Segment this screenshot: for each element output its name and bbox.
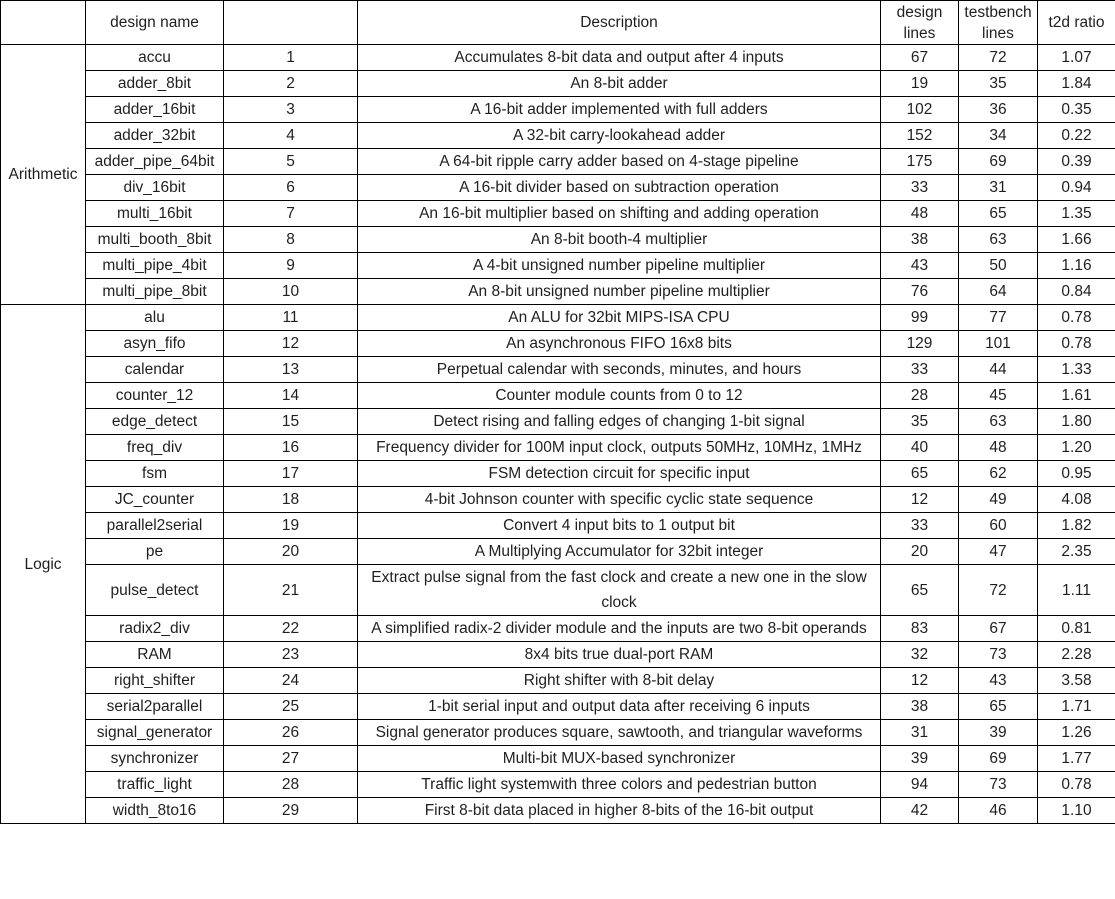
t2d-ratio-cell: 0.94: [1038, 175, 1115, 201]
design-name-cell: width_8to16: [86, 798, 224, 824]
table-row: [1, 123, 1115, 149]
design-name-cell: traffic_light: [86, 772, 224, 798]
design-lines-cell: 12: [881, 668, 959, 694]
table-row: [1, 71, 1115, 97]
table-row: [1, 45, 1115, 71]
description-cell: First 8-bit data placed in higher 8-bits of the 16-bit output: [358, 798, 881, 824]
description-cell: A 4-bit unsigned number pipeline multiplier: [358, 253, 881, 279]
description-cell: Accumulates 8-bit data and output after 4 inputs: [358, 45, 881, 71]
index-cell: 8: [224, 227, 358, 253]
index-cell: 23: [224, 642, 358, 668]
design-lines-cell: 12: [881, 487, 959, 513]
table-row: [1, 694, 1115, 720]
testbench-lines-cell: 73: [959, 642, 1038, 668]
t2d-ratio-cell: 0.35: [1038, 97, 1115, 123]
description-cell: An 8-bit unsigned number pipeline multiplier: [358, 279, 881, 305]
description-cell: 8x4 bits true dual-port RAM: [358, 642, 881, 668]
design-name-cell: fsm: [86, 461, 224, 487]
design-lines-cell: 102: [881, 97, 959, 123]
testbench-lines-cell: 35: [959, 71, 1038, 97]
design-name-cell: asyn_fifo: [86, 331, 224, 357]
design-name-cell: RAM: [86, 642, 224, 668]
index-cell: 17: [224, 461, 358, 487]
index-cell: 13: [224, 357, 358, 383]
t2d-ratio-cell: 0.78: [1038, 331, 1115, 357]
design-lines-cell: 129: [881, 331, 959, 357]
testbench-lines-cell: 47: [959, 539, 1038, 565]
index-cell: 4: [224, 123, 358, 149]
t2d-ratio-cell: 1.35: [1038, 201, 1115, 227]
design-lines-cell: 40: [881, 435, 959, 461]
table-row: [1, 668, 1115, 694]
design-name-cell: counter_12: [86, 383, 224, 409]
design-name-cell: adder_16bit: [86, 97, 224, 123]
header-design-name: design name: [86, 1, 224, 45]
description-cell: An asynchronous FIFO 16x8 bits: [358, 331, 881, 357]
description-cell: Signal generator produces square, sawtooth, and triangular waveforms: [358, 720, 881, 746]
design-name-cell: calendar: [86, 357, 224, 383]
index-cell: 26: [224, 720, 358, 746]
table-row: [1, 487, 1115, 513]
index-cell: 2: [224, 71, 358, 97]
table-row: [1, 409, 1115, 435]
table-row: [1, 201, 1115, 227]
t2d-ratio-cell: 0.78: [1038, 305, 1115, 331]
table-row: [1, 513, 1115, 539]
design-name-cell: radix2_div: [86, 616, 224, 642]
testbench-lines-cell: 45: [959, 383, 1038, 409]
testbench-lines-cell: 46: [959, 798, 1038, 824]
description-cell: Right shifter with 8-bit delay: [358, 668, 881, 694]
design-name-cell: accu: [86, 45, 224, 71]
design-name-cell: right_shifter: [86, 668, 224, 694]
testbench-lines-cell: 72: [959, 45, 1038, 71]
design-name-cell: alu: [86, 305, 224, 331]
testbench-lines-cell: 63: [959, 227, 1038, 253]
t2d-ratio-cell: 3.58: [1038, 668, 1115, 694]
t2d-ratio-cell: 1.82: [1038, 513, 1115, 539]
t2d-ratio-cell: 0.39: [1038, 149, 1115, 175]
design-lines-cell: 65: [881, 461, 959, 487]
design-lines-cell: 20: [881, 539, 959, 565]
design-lines-cell: 33: [881, 175, 959, 201]
testbench-lines-cell: 69: [959, 746, 1038, 772]
t2d-ratio-cell: 1.11: [1038, 565, 1115, 616]
t2d-ratio-cell: 0.81: [1038, 616, 1115, 642]
description-cell: A Multiplying Accumulator for 32bit integer: [358, 539, 881, 565]
header-design-lines: design lines: [881, 1, 959, 45]
t2d-ratio-cell: 2.28: [1038, 642, 1115, 668]
testbench-lines-cell: 48: [959, 435, 1038, 461]
design-lines-cell: 19: [881, 71, 959, 97]
design-lines-cell: 38: [881, 694, 959, 720]
table-row: [1, 175, 1115, 201]
category-cell: Arithmetic: [1, 45, 86, 305]
testbench-lines-cell: 49: [959, 487, 1038, 513]
description-cell: An ALU for 32bit MIPS-ISA CPU: [358, 305, 881, 331]
t2d-ratio-cell: 1.84: [1038, 71, 1115, 97]
design-name-cell: parallel2serial: [86, 513, 224, 539]
table-row: [1, 435, 1115, 461]
index-cell: 29: [224, 798, 358, 824]
table-row: [1, 357, 1115, 383]
table-row: [1, 565, 1115, 616]
description-cell: A 16-bit divider based on subtraction operation: [358, 175, 881, 201]
t2d-ratio-cell: 1.77: [1038, 746, 1115, 772]
index-cell: 6: [224, 175, 358, 201]
description-cell: Extract pulse signal from the fast clock and create a new one in the slow clock: [358, 565, 881, 616]
t2d-ratio-cell: 0.84: [1038, 279, 1115, 305]
table-body: [1, 45, 1115, 824]
description-cell: FSM detection circuit for specific input: [358, 461, 881, 487]
index-cell: 10: [224, 279, 358, 305]
index-cell: 3: [224, 97, 358, 123]
design-name-cell: adder_32bit: [86, 123, 224, 149]
design-lines-cell: 43: [881, 253, 959, 279]
testbench-lines-cell: 63: [959, 409, 1038, 435]
testbench-lines-cell: 77: [959, 305, 1038, 331]
testbench-lines-cell: 44: [959, 357, 1038, 383]
index-cell: 14: [224, 383, 358, 409]
t2d-ratio-cell: 1.61: [1038, 383, 1115, 409]
description-cell: An 8-bit booth-4 multiplier: [358, 227, 881, 253]
t2d-ratio-cell: 0.78: [1038, 772, 1115, 798]
index-cell: 28: [224, 772, 358, 798]
testbench-lines-cell: 36: [959, 97, 1038, 123]
design-lines-cell: 152: [881, 123, 959, 149]
description-cell: An 8-bit adder: [358, 71, 881, 97]
description-cell: Multi-bit MUX-based synchronizer: [358, 746, 881, 772]
t2d-ratio-cell: 1.33: [1038, 357, 1115, 383]
header-category: [1, 1, 86, 45]
table-row: [1, 253, 1115, 279]
table-row: [1, 305, 1115, 331]
testbench-lines-cell: 65: [959, 201, 1038, 227]
header-testbench-lines: testbench lines: [959, 1, 1038, 45]
description-cell: An 16-bit multiplier based on shifting and adding operation: [358, 201, 881, 227]
design-name-cell: serial2parallel: [86, 694, 224, 720]
header-description: Description: [358, 1, 881, 45]
design-lines-cell: 28: [881, 383, 959, 409]
design-name-cell: pulse_detect: [86, 565, 224, 616]
design-lines-cell: 67: [881, 45, 959, 71]
design-name-cell: adder_pipe_64bit: [86, 149, 224, 175]
index-cell: 5: [224, 149, 358, 175]
header-t2d-ratio: t2d ratio: [1038, 1, 1115, 45]
description-cell: Convert 4 input bits to 1 output bit: [358, 513, 881, 539]
t2d-ratio-cell: 1.26: [1038, 720, 1115, 746]
description-cell: A 32-bit carry-lookahead adder: [358, 123, 881, 149]
design-name-cell: div_16bit: [86, 175, 224, 201]
t2d-ratio-cell: 1.66: [1038, 227, 1115, 253]
index-cell: 16: [224, 435, 358, 461]
index-cell: 19: [224, 513, 358, 539]
design-lines-cell: 31: [881, 720, 959, 746]
table-row: [1, 331, 1115, 357]
description-cell: Traffic light systemwith three colors and pedestrian button: [358, 772, 881, 798]
t2d-ratio-cell: 1.80: [1038, 409, 1115, 435]
table-row: [1, 461, 1115, 487]
testbench-lines-cell: 43: [959, 668, 1038, 694]
design-lines-cell: 99: [881, 305, 959, 331]
table-row: [1, 539, 1115, 565]
t2d-ratio-cell: 0.22: [1038, 123, 1115, 149]
description-cell: Perpetual calendar with seconds, minutes, and hours: [358, 357, 881, 383]
t2d-ratio-cell: 2.35: [1038, 539, 1115, 565]
design-lines-cell: 42: [881, 798, 959, 824]
table-row: [1, 279, 1115, 305]
t2d-ratio-cell: 4.08: [1038, 487, 1115, 513]
index-cell: 21: [224, 565, 358, 616]
design-lines-cell: 33: [881, 513, 959, 539]
testbench-lines-cell: 101: [959, 331, 1038, 357]
description-cell: 1-bit serial input and output data after receiving 6 inputs: [358, 694, 881, 720]
design-name-cell: JC_counter: [86, 487, 224, 513]
t2d-ratio-cell: 1.16: [1038, 253, 1115, 279]
index-cell: 7: [224, 201, 358, 227]
t2d-ratio-cell: 1.20: [1038, 435, 1115, 461]
testbench-lines-cell: 34: [959, 123, 1038, 149]
testbench-lines-cell: 50: [959, 253, 1038, 279]
header-index: [224, 1, 358, 45]
table-row: [1, 149, 1115, 175]
design-name-cell: multi_pipe_4bit: [86, 253, 224, 279]
index-cell: 1: [224, 45, 358, 71]
design-lines-cell: 94: [881, 772, 959, 798]
description-cell: A 64-bit ripple carry adder based on 4-stage pipeline: [358, 149, 881, 175]
table-row: [1, 798, 1115, 824]
table-row: [1, 97, 1115, 123]
testbench-lines-cell: 62: [959, 461, 1038, 487]
design-lines-cell: 33: [881, 357, 959, 383]
t2d-ratio-cell: 1.71: [1038, 694, 1115, 720]
design-lines-cell: 48: [881, 201, 959, 227]
design-lines-cell: 32: [881, 642, 959, 668]
testbench-lines-cell: 73: [959, 772, 1038, 798]
design-name-cell: multi_16bit: [86, 201, 224, 227]
testbench-lines-cell: 39: [959, 720, 1038, 746]
design-name-cell: synchronizer: [86, 746, 224, 772]
header-row: [1, 1, 1115, 45]
index-cell: 22: [224, 616, 358, 642]
design-name-cell: adder_8bit: [86, 71, 224, 97]
t2d-ratio-cell: 1.10: [1038, 798, 1115, 824]
testbench-lines-cell: 67: [959, 616, 1038, 642]
description-cell: A simplified radix-2 divider module and the inputs are two 8-bit operands: [358, 616, 881, 642]
design-lines-cell: 83: [881, 616, 959, 642]
index-cell: 12: [224, 331, 358, 357]
index-cell: 25: [224, 694, 358, 720]
design-name-cell: multi_pipe_8bit: [86, 279, 224, 305]
design-name-cell: multi_booth_8bit: [86, 227, 224, 253]
t2d-ratio-cell: 0.95: [1038, 461, 1115, 487]
table-row: [1, 746, 1115, 772]
design-lines-cell: 35: [881, 409, 959, 435]
testbench-lines-cell: 69: [959, 149, 1038, 175]
design-name-cell: signal_generator: [86, 720, 224, 746]
design-name-cell: edge_detect: [86, 409, 224, 435]
description-cell: A 16-bit adder implemented with full adders: [358, 97, 881, 123]
index-cell: 20: [224, 539, 358, 565]
design-lines-cell: 38: [881, 227, 959, 253]
table-row: [1, 642, 1115, 668]
index-cell: 11: [224, 305, 358, 331]
table-row: [1, 383, 1115, 409]
description-cell: Frequency divider for 100M input clock, outputs 50MHz, 10MHz, 1MHz: [358, 435, 881, 461]
index-cell: 15: [224, 409, 358, 435]
index-cell: 27: [224, 746, 358, 772]
index-cell: 9: [224, 253, 358, 279]
index-cell: 24: [224, 668, 358, 694]
description-cell: Counter module counts from 0 to 12: [358, 383, 881, 409]
description-cell: 4-bit Johnson counter with specific cyclic state sequence: [358, 487, 881, 513]
t2d-ratio-cell: 1.07: [1038, 45, 1115, 71]
testbench-lines-cell: 64: [959, 279, 1038, 305]
table-row: [1, 720, 1115, 746]
design-lines-cell: 175: [881, 149, 959, 175]
category-cell: Logic: [1, 305, 86, 824]
testbench-lines-cell: 31: [959, 175, 1038, 201]
table-row: [1, 227, 1115, 253]
description-cell: Detect rising and falling edges of changing 1-bit signal: [358, 409, 881, 435]
design-name-cell: pe: [86, 539, 224, 565]
testbench-lines-cell: 72: [959, 565, 1038, 616]
testbench-lines-cell: 65: [959, 694, 1038, 720]
design-lines-cell: 76: [881, 279, 959, 305]
design-lines-cell: 65: [881, 565, 959, 616]
design-name-cell: freq_div: [86, 435, 224, 461]
table-row: [1, 772, 1115, 798]
index-cell: 18: [224, 487, 358, 513]
design-lines-cell: 39: [881, 746, 959, 772]
testbench-lines-cell: 60: [959, 513, 1038, 539]
table-row: [1, 616, 1115, 642]
